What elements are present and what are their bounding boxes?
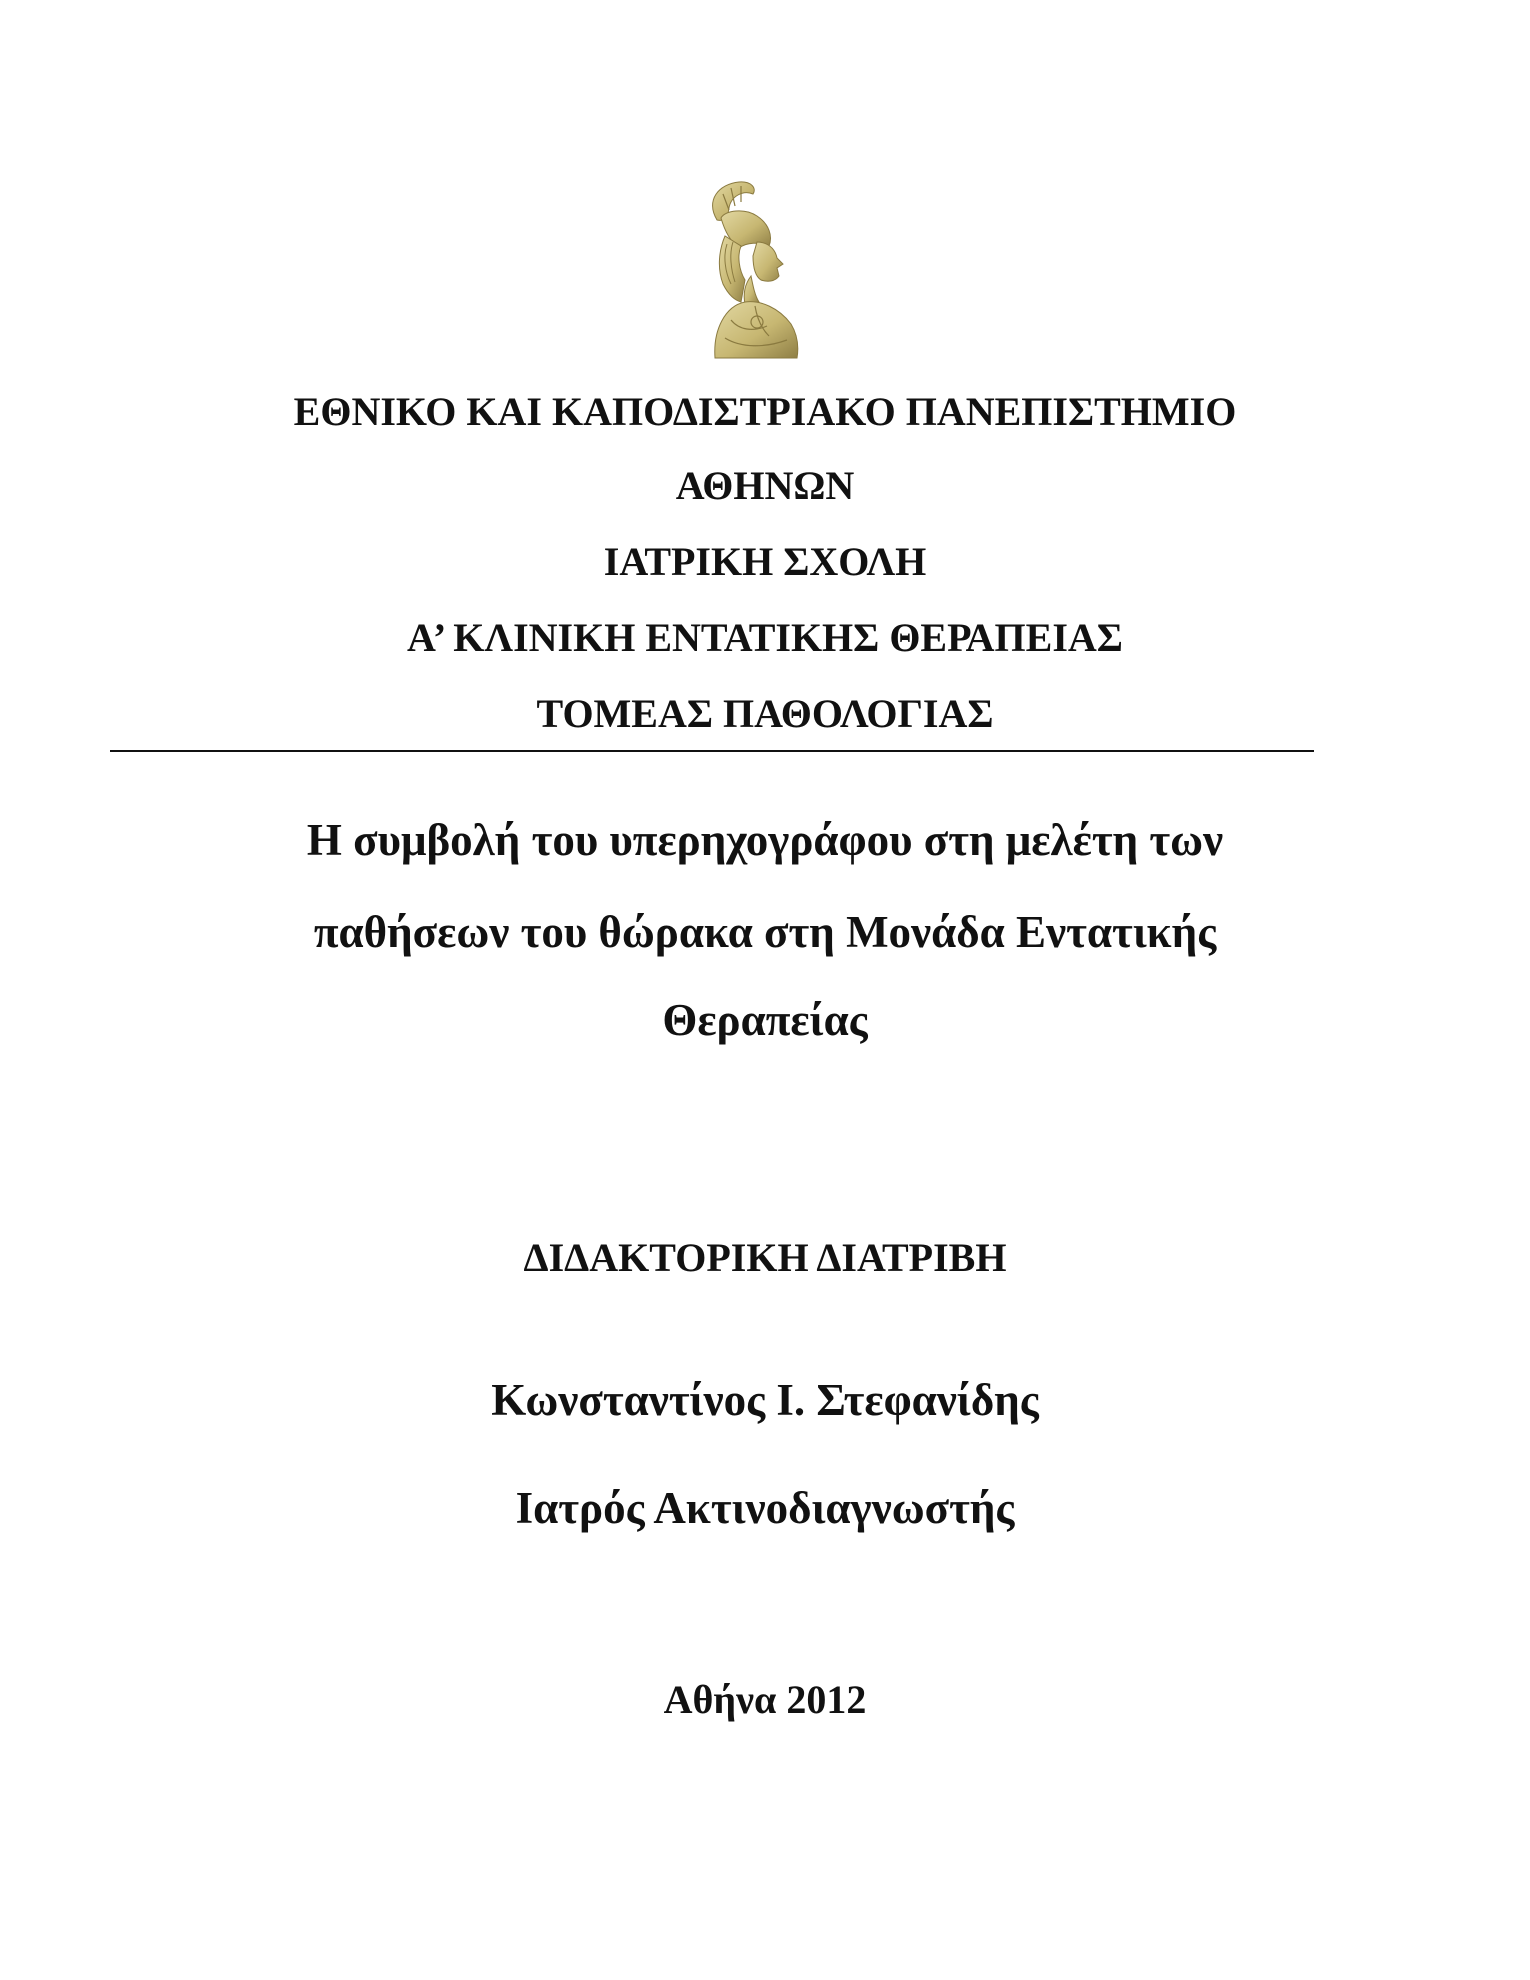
clinic-name: Α’ ΚΛΙΝΙΚΗ ΕΝΤΑΤΙΚΗΣ ΘΕΡΑΠΕΙΑΣ: [407, 615, 1123, 660]
university-name-line2: ΑΘΗΝΩΝ: [675, 463, 855, 508]
thesis-title-line1: Η συμβολή του υπερηχογράφου στη μελέτη των: [306, 815, 1224, 865]
university-name-line1: ΕΘΝΙΚΟ ΚΑΙ ΚΑΠΟΔΙΣΤΡΙΑΚΟ ΠΑΝΕΠΙΣΤΗΜΙΟ: [293, 389, 1237, 434]
thesis-title-line2: παθήσεων του θώρακα στη Μονάδα Εντατικής: [313, 907, 1217, 957]
thesis-title-line3: Θεραπείας: [662, 995, 868, 1045]
school-name: ΙΑΤΡΙΚΗ ΣΧΟΛΗ: [603, 539, 927, 584]
header-divider: [110, 750, 1314, 752]
athena-helmet-emblem-icon: [695, 180, 815, 360]
author-name: Κωνσταντίνος Ι. Στεφανίδης: [491, 1375, 1039, 1425]
sector-name: ΤΟΜΕΑΣ ΠΑΘΟΛΟΓΙΑΣ: [536, 691, 994, 736]
document-type: ΔΙΔΑΚΤΟΡΙΚΗ ΔΙΑΤΡΙΒΗ: [523, 1235, 1007, 1280]
author-role: Ιατρός Ακτινοδιαγνωστής: [515, 1483, 1015, 1533]
place-and-date: Αθήνα 2012: [663, 1677, 867, 1722]
